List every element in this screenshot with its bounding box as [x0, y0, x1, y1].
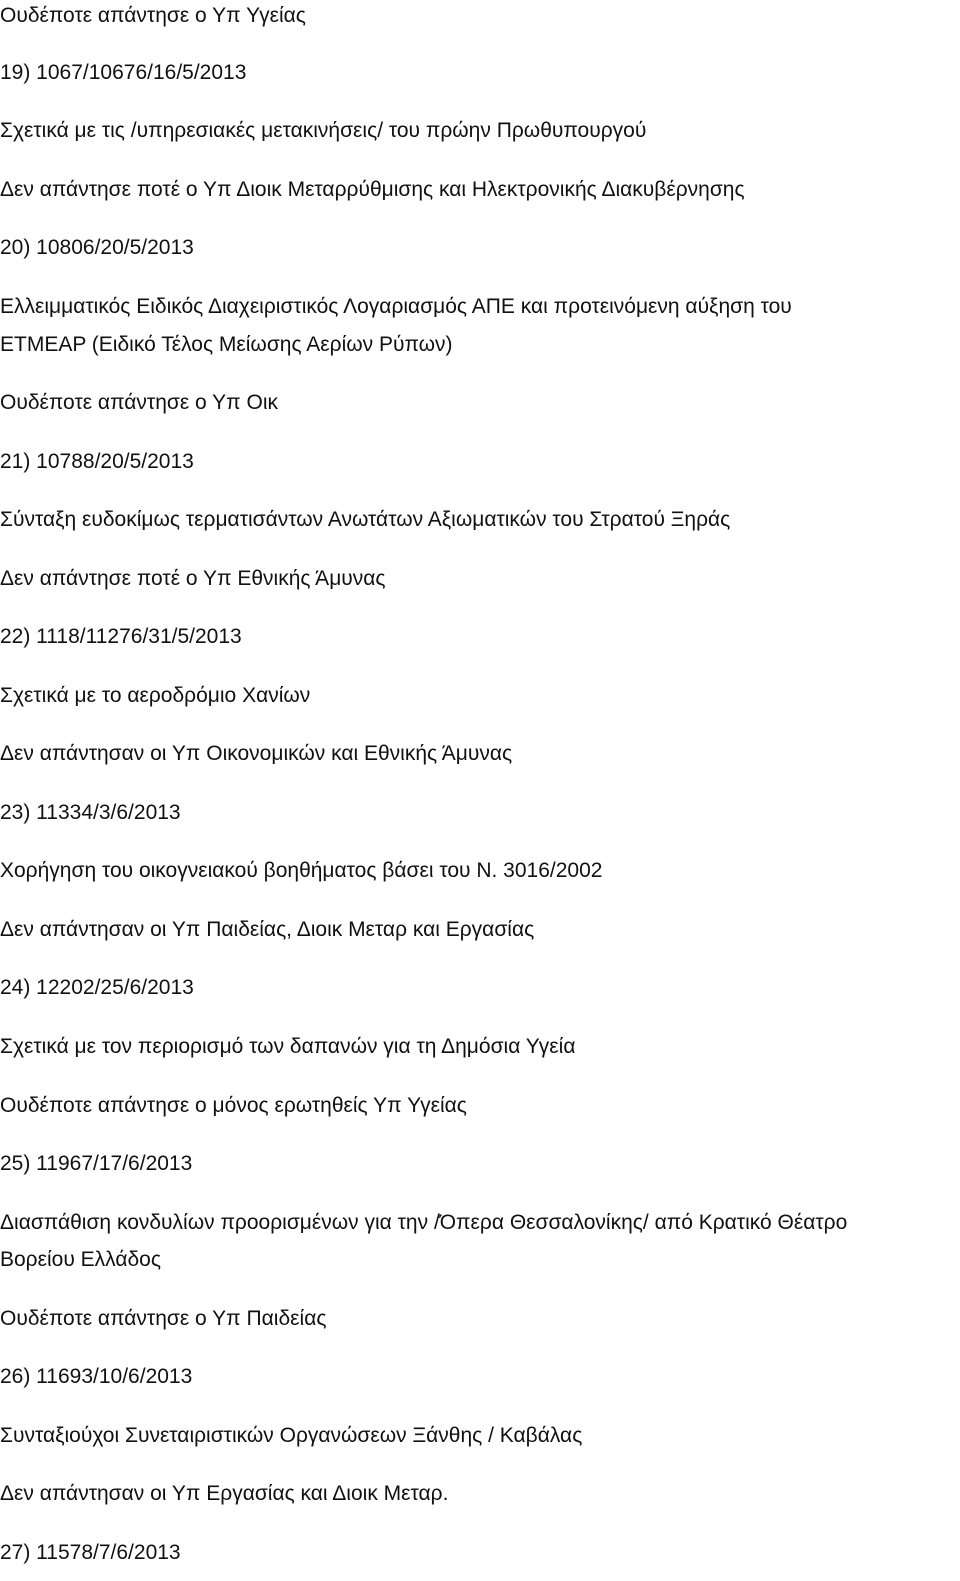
doc-line-question-number: 19) 1067/10676/16/5/2013	[0, 61, 247, 84]
doc-line-question-number: 27) 11578/7/6/2013	[0, 1541, 181, 1564]
doc-line-question-subject: Χορήγηση του οικογνειακού βοηθήματος βάσει του Ν. 3016/2002	[0, 859, 603, 882]
doc-line-question-subject: Διασπάθιση κονδυλίων προορισμένων για την /Όπερα Θεσσαλονίκης/ από Κρατικό Θέατρο	[0, 1211, 848, 1234]
doc-line-question-subject-continued: ΕΤΜΕΑΡ (Ειδικό Τέλος Μείωσης Αερίων Ρύπων)	[0, 333, 453, 356]
doc-line-reply-status: Δεν απάντησαν οι Υπ Παιδείας, Διοικ Μεταρ και Εργασίας	[0, 918, 535, 941]
doc-line-question-number: 23) 11334/3/6/2013	[0, 801, 181, 824]
doc-line-reply-status: Ουδέποτε απάντησε ο Υπ Οικ	[0, 391, 279, 414]
doc-line-question-subject: Σχετικά με το αεροδρόμιο Χανίων	[0, 684, 311, 707]
doc-line-reply-status: Ουδέποτε απάντησε ο μόνος ερωτηθείς Υπ Υγείας	[0, 1094, 467, 1117]
doc-line-reply-status: Ουδέποτε απάντησε ο Υπ Παιδείας	[0, 1307, 327, 1330]
doc-line-reply-status: Δεν απάντησαν οι Υπ Εργασίας και Διοικ Μεταρ.	[0, 1482, 449, 1505]
doc-line-question-number: 26) 11693/10/6/2013	[0, 1365, 193, 1388]
doc-line-reply-status: Δεν απάντησε ποτέ ο Υπ Διοικ Μεταρρύθμισης και Ηλεκτρονικής Διακυβέρνησης	[0, 178, 745, 201]
doc-line-question-subject: Σύνταξη ευδοκίμως τερματισάντων Ανωτάτων Αξιωματικών του Στρατού Ξηράς	[0, 508, 731, 531]
doc-line-question-subject: Σχετικά με τον περιορισμό των δαπανών για τη Δημόσια Υγεία	[0, 1035, 576, 1058]
doc-line-question-number: 25) 11967/17/6/2013	[0, 1152, 193, 1175]
doc-line-reply-status: Δεν απάντησαν οι Υπ Οικονομικών και Εθνικής Άμυνας	[0, 742, 513, 765]
doc-line-question-number: 20) 10806/20/5/2013	[0, 236, 194, 259]
doc-line-question-subject-continued: Βορείου Ελλάδος	[0, 1248, 161, 1271]
doc-line-question-subject: Συνταξιούχοι Συνεταιριστικών Οργανώσεων Ξάνθης / Καβάλας	[0, 1424, 583, 1447]
doc-line-question-subject: Ελλειμματικός Ειδικός Διαχειριστικός Λογαριασμός ΑΠΕ και προτεινόμενη αύξηση του	[0, 295, 792, 318]
doc-line-question-number: 22) 1118/11276/31/5/2013	[0, 625, 242, 648]
doc-line-question-subject: Σχετικά με τις /υπηρεσιακές μετακινήσεις/ του πρώην Πρωθυπουργού	[0, 119, 647, 142]
doc-line-question-number: 21) 10788/20/5/2013	[0, 450, 194, 473]
doc-line-reply-status: Ουδέποτε απάντησε ο Υπ Υγείας	[0, 4, 306, 27]
doc-line-reply-status: Δεν απάντησε ποτέ ο Υπ Εθνικής Άμυνας	[0, 567, 386, 590]
doc-line-question-number: 24) 12202/25/6/2013	[0, 976, 194, 999]
